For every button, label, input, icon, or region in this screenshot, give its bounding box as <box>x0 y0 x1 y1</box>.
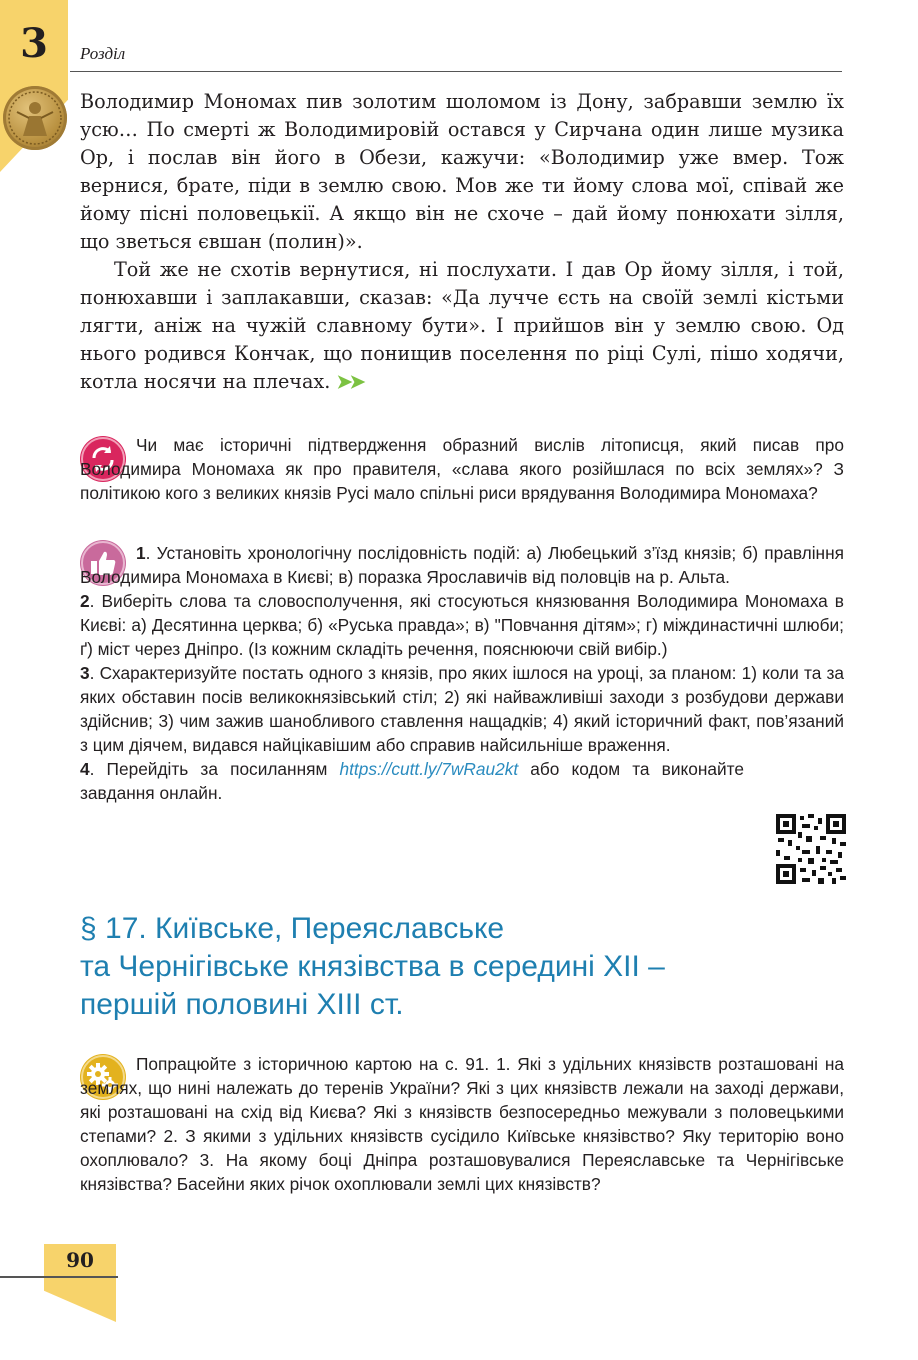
paragraph-title-line-1: § 17. Київське, Переяславське <box>80 912 505 945</box>
coin-illustration <box>3 86 67 150</box>
paragraph-title-line-3: першій половині XIII ст. <box>80 988 404 1021</box>
task-2-number: 2 <box>80 591 90 611</box>
reflection-question <box>80 433 844 505</box>
task-3-number: 3 <box>80 663 90 683</box>
map-task-text: Попрацюйте з історичною картою на с. 91. 1. Які з удільних князівств розташовані на землях, що нині належать до теренів України? Які з цих князівств лежали на заході держави, які розташовані на схід від Києва? Які з князівств безпосередньо межували з половецькими степами? 2. З якими з удільних князівств сусідило Київське князівство? Яку територію воно охоплювало? 3. На якому боці Дніпра розташовувалися Переяславське та Чернігівське князівства? Басейни яких річок охоплювали землі цих князівств? <box>80 1054 844 1194</box>
qr-code-icon[interactable] <box>776 814 846 884</box>
tasks-block <box>80 541 844 805</box>
task-2 <box>80 589 844 661</box>
paragraph-title <box>80 910 840 1024</box>
end-arrows-icon: ➤➤ <box>336 370 363 393</box>
task-4-link[interactable]: https://cutt.ly/7wRau2kt <box>339 759 519 779</box>
task-3-text: . Схарактеризуйте постать одного з князів, про яких ішлося на уроці, за планом: 1) коли та за яких обставин посів великокнязівський стіл; 2) які найважливіші заходи з розбудови держави здійснив; 3) чим зажив шанобливого ставлення нащадків; 4) який історичний факт, пов’язаний з цим діячем, видався найцікавішим або справив найсильніше враження. <box>80 663 844 755</box>
reflection-text: Чи має історичні підтвердження образний вислів літописця, який писав про Володимира Мономаха як про правителя, «слава якого розійшлася по всіх землях»? З політикою кого з великих князів Русі мало спільні риси врядування Володимира Мономаха? <box>80 435 844 503</box>
footer-divider <box>0 1276 118 1278</box>
map-task <box>80 1052 844 1196</box>
task-1 <box>80 541 844 589</box>
task-2-text: . Виберіть слова та словосполучення, які стосуються князювання Володимира Мономаха в Києві: а) Десятинна церква; б) «Руська правда»; в) "Повчання дітям»; г) міждинастичні шлюби; ґ) міст через Дніпро. (Із кожним складіть речення, пояснюючи свій вибір.) <box>80 591 844 659</box>
task-4-text-after: або кодом та виконайте завдання онлайн. <box>80 759 745 803</box>
task-1-number: 1 <box>136 543 146 563</box>
chronicle-excerpt <box>80 88 844 396</box>
chronicle-paragraph-2-text: Той же не схотів вернутися, ні послухати. І дав Ор йому зілля, і той, понюхавши і заплакавши, сказав: «Да лучче єсть на своїй землі кістьми лягти, аніж на чужій славному бути». І прийшов він у землю свою. Од нього родився Кончак, що понищив поселення по ріці Сулі, пішо ходячи, котла носячи на плечах. <box>80 258 844 393</box>
task-4 <box>80 757 744 805</box>
chapter-number: 3 <box>20 20 48 67</box>
page-number: 90 <box>66 1248 94 1272</box>
chronicle-paragraph-2 <box>80 256 844 396</box>
task-3 <box>80 661 844 757</box>
task-4-text-before: . Перейдіть за посиланням <box>89 759 340 779</box>
chronicle-paragraph-1: Володимир Мономах пив золотим шоломом із Дону, забравши землю їх усю… По смерті ж Володимировій остався у Сирчана один лише музика Ор, і послав він його в Обези, кажучи: «Володимир уже вмер. Тож вернися, брате, піди в землю свою. Мов же ти йому слова мої, співай же йому пісні половецькії. А якщо він не схоче – дай йому понюхати зілля, що зветься євшан (полин)». <box>80 90 844 253</box>
task-4-number: 4 <box>80 759 90 779</box>
header-divider <box>70 71 842 72</box>
paragraph-title-line-2: та Чернігівське князівства в середині XII – <box>80 950 665 983</box>
section-label: Розділ <box>80 44 126 63</box>
task-1-text: . Установіть хронологічну послідовність подій: а) Любецький з’їзд князів; б) правління Володимира Мономаха в Києві; в) поразка Ярославичів від половців на р. Альта. <box>80 543 844 587</box>
